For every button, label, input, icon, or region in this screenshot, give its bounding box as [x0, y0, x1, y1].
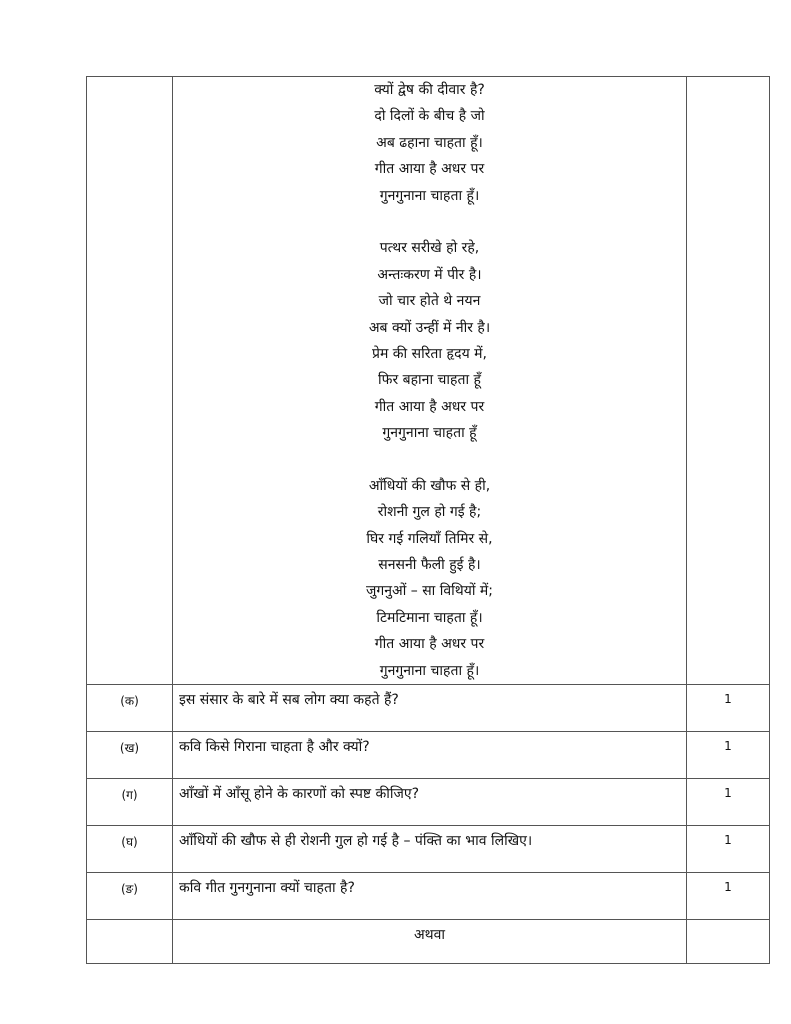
question-text: कवि गीत गुनगुनाना क्यों चाहता है?: [173, 872, 687, 919]
poem-line: गुनगुनाना चाहता हूँ।: [379, 187, 480, 204]
poem-row: [87, 77, 770, 685]
poem-line: गुनगुनाना चाहता हूँ।: [379, 662, 480, 679]
stanza-1: [173, 77, 686, 209]
question-row-ka: [87, 684, 770, 731]
poem-line: अब ढहाना चाहता हूँ।: [376, 134, 483, 151]
question-number: (ख): [87, 731, 173, 778]
question-marks: 1: [687, 684, 770, 731]
question-number: (घ): [87, 825, 173, 872]
poem-line: गुनगुनाना चाहता हूँ: [382, 425, 477, 442]
question-number: (ङ): [87, 872, 173, 919]
poem-line: आँधियों की खौफ से ही,: [368, 477, 491, 494]
poem-line: गीत आया है अधर पर: [374, 161, 485, 178]
poem-cell: [173, 77, 687, 685]
question-row-gha: [87, 825, 770, 872]
stanza-3: [173, 473, 686, 684]
poem-line: रोशनी गुल हो गई है;: [377, 504, 482, 521]
question-table: [86, 76, 770, 964]
poem-line: क्यों द्वेष की दीवार है?: [374, 82, 485, 98]
or-marks-cell: [687, 919, 770, 963]
poem-line: सनसनी फैली हुई है।: [378, 557, 481, 574]
question-row-nga: [87, 872, 770, 919]
question-row-kha: [87, 731, 770, 778]
question-text: आँखों में आँसू होने के कारणों को स्पष्ट कीजिए?: [173, 778, 687, 825]
stanza-gap: [173, 209, 686, 235]
or-number-cell: [87, 919, 173, 963]
question-marks: 1: [687, 872, 770, 919]
poem-line: पत्थर सरीखे हो रहे,: [379, 240, 480, 257]
poem-line: जुगनुओं – सा विथियों में;: [365, 583, 494, 600]
poem-line: टिमटिमाना चाहता हूँ।: [376, 609, 483, 626]
poem-line: घिर गई गलियाँ तिमिर से,: [366, 530, 493, 547]
stanza-gap: [173, 446, 686, 472]
poem-number-cell: [87, 77, 173, 685]
poem-line: अब क्यों उन्हीं में नीर है।: [368, 319, 491, 336]
poem-line: जो चार होते थे नयन: [378, 293, 481, 310]
question-text: कवि किसे गिराना चाहता है और क्यों?: [173, 731, 687, 778]
poem-line: दो दिलों के बीच है जो: [374, 108, 485, 125]
question-marks: 1: [687, 731, 770, 778]
poem-marks-cell: [687, 77, 770, 685]
poem-line: प्रेम की सरिता हृदय में,: [371, 345, 487, 362]
poem-line: अन्तःकरण में पीर है।: [377, 266, 482, 283]
poem-line: गीत आया है अधर पर: [374, 636, 485, 653]
stanza-2: [173, 235, 686, 446]
poem-line: गीत आया है अधर पर: [374, 398, 485, 415]
or-label: अथवा: [173, 919, 687, 963]
or-row: [87, 919, 770, 963]
question-marks: 1: [687, 778, 770, 825]
poem-line: फिर बहाना चाहता हूँ: [378, 372, 481, 389]
question-marks: 1: [687, 825, 770, 872]
question-number: (क): [87, 684, 173, 731]
question-text: आँधियों की खौफ से ही रोशनी गुल हो गई है – पंक्ति का भाव लिखिए।: [173, 825, 687, 872]
question-number: (ग): [87, 778, 173, 825]
question-row-ga: [87, 778, 770, 825]
question-text: इस संसार के बारे में सब लोग क्या कहते हैं?: [173, 684, 687, 731]
